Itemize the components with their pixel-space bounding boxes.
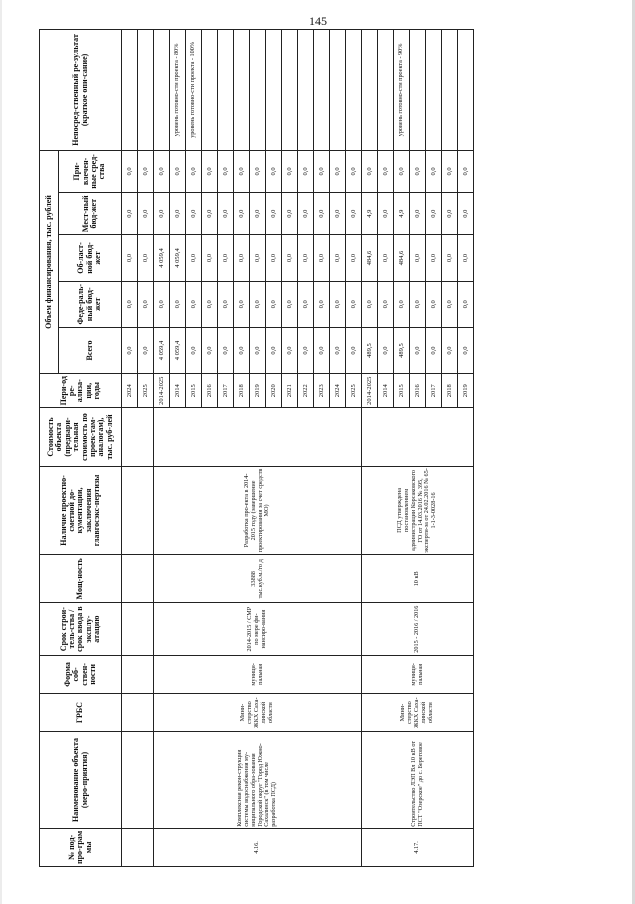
attracted-cell: 0,0 bbox=[250, 150, 266, 192]
local-cell: 0,0 bbox=[170, 193, 186, 235]
result-cell bbox=[410, 30, 426, 151]
object-name-cell: Комплексная рекон-струкция системы водоснабжения му-ниципального обра-зования Городской округ "Город Южно-Сахалинск" (в том числе разработка ПСД) bbox=[154, 732, 362, 829]
federal-cell: 0,0 bbox=[154, 281, 170, 327]
result-cell bbox=[218, 30, 234, 151]
attracted-cell: 0,0 bbox=[442, 150, 458, 192]
result-cell bbox=[154, 30, 170, 151]
header-federal: Феде-раль-ный бюд-жет bbox=[59, 281, 122, 327]
total-cell: 0,0 bbox=[282, 327, 298, 373]
local-cell: 4,9 bbox=[394, 193, 410, 235]
federal-cell: 0,0 bbox=[138, 281, 154, 327]
total-cell: 0,0 bbox=[218, 327, 234, 373]
result-cell bbox=[346, 30, 362, 151]
federal-cell: 0,0 bbox=[186, 281, 202, 327]
federal-cell: 0,0 bbox=[410, 281, 426, 327]
period-cell: 2015 bbox=[186, 374, 202, 408]
object-power-cell: 10 кВ bbox=[362, 555, 474, 603]
attracted-cell: 0,0 bbox=[458, 150, 474, 192]
local-cell: 0,0 bbox=[138, 193, 154, 235]
header-period: Пери-од ре-ализа-ции, годы bbox=[40, 374, 122, 408]
object-grbs-cell: Мини-стерство ЖКХ Саха-линской области bbox=[362, 694, 474, 732]
federal-cell: 0,0 bbox=[170, 281, 186, 327]
total-cell: 0,0 bbox=[314, 327, 330, 373]
object-term-cell: 2014-2015 / СМР по мере фи-нансиро-вания bbox=[154, 603, 362, 655]
object-power-cell bbox=[122, 555, 154, 603]
period-cell: 2016 bbox=[410, 374, 426, 408]
period-cell: 2022 bbox=[298, 374, 314, 408]
object-num-cell: 4.16. bbox=[154, 828, 362, 866]
result-cell bbox=[458, 30, 474, 151]
local-cell: 0,0 bbox=[314, 193, 330, 235]
federal-cell: 0,0 bbox=[122, 281, 138, 327]
local-cell: 0,0 bbox=[122, 193, 138, 235]
period-cell: 2020 bbox=[266, 374, 282, 408]
federal-cell: 0,0 bbox=[378, 281, 394, 327]
attracted-cell: 0,0 bbox=[282, 150, 298, 192]
regional-cell: 4 059,4 bbox=[170, 235, 186, 281]
total-cell: 0,0 bbox=[442, 327, 458, 373]
regional-cell: 0,0 bbox=[122, 235, 138, 281]
object-cost-cell bbox=[362, 408, 474, 466]
period-cell: 2017 bbox=[218, 374, 234, 408]
total-cell: 0,0 bbox=[266, 327, 282, 373]
object-grbs-cell: Мини-стерство ЖКХ Саха-линской области bbox=[154, 694, 362, 732]
scan-edge-left bbox=[0, 0, 2, 904]
regional-cell: 0,0 bbox=[346, 235, 362, 281]
federal-cell: 0,0 bbox=[218, 281, 234, 327]
total-cell: 0,0 bbox=[202, 327, 218, 373]
result-cell: уровень готовно-сти проекта - 90% bbox=[394, 30, 410, 151]
regional-cell: 0,0 bbox=[202, 235, 218, 281]
attracted-cell: 0,0 bbox=[218, 150, 234, 192]
period-cell: 2014-2025 bbox=[362, 374, 378, 408]
result-cell bbox=[442, 30, 458, 151]
attracted-cell: 0,0 bbox=[394, 150, 410, 192]
local-cell: 0,0 bbox=[410, 193, 426, 235]
result-cell bbox=[266, 30, 282, 151]
federal-cell: 0,0 bbox=[346, 281, 362, 327]
federal-cell: 0,0 bbox=[234, 281, 250, 327]
period-cell: 2014 bbox=[378, 374, 394, 408]
period-cell: 2019 bbox=[250, 374, 266, 408]
result-cell bbox=[298, 30, 314, 151]
table-row bbox=[122, 30, 138, 867]
header-psd: Наличие проектно-сметной до-кументации, заключения главгосэкс-пертизы bbox=[40, 466, 122, 555]
funding-table bbox=[39, 29, 474, 867]
regional-cell: 0,0 bbox=[266, 235, 282, 281]
federal-cell: 0,0 bbox=[250, 281, 266, 327]
object-name-cell: Строительство ЛЭП Вл 10 кВ от ПСТ "Озерское" до с. Береговое bbox=[362, 732, 474, 829]
object-psd-cell: Разработка про-екта в 2014-2015 году (завершение проектирования за счет средств МО) bbox=[154, 466, 362, 555]
result-cell bbox=[250, 30, 266, 151]
regional-cell: 4 059,4 bbox=[154, 235, 170, 281]
table-row bbox=[362, 30, 378, 867]
header-name: Наименование объекта (меро-приятия) bbox=[40, 732, 122, 829]
result-cell: уровень готовно-сти проекта - 100% bbox=[186, 30, 202, 151]
period-cell: 2015 bbox=[394, 374, 410, 408]
period-cell: 2024 bbox=[122, 374, 138, 408]
local-cell: 0,0 bbox=[298, 193, 314, 235]
federal-cell: 0,0 bbox=[426, 281, 442, 327]
rotated-table-stage bbox=[39, 29, 591, 867]
local-cell: 0,0 bbox=[234, 193, 250, 235]
header-cost: Стоимость объекта (предвари-тельная стоимость по проек-там-аналогам), тыс. руб-лей bbox=[40, 408, 122, 466]
attracted-cell: 0,0 bbox=[186, 150, 202, 192]
object-term-cell: 2015 - 2016 / 2016 bbox=[362, 603, 474, 655]
period-cell: 2018 bbox=[234, 374, 250, 408]
header-row-top bbox=[40, 30, 59, 867]
result-cell bbox=[282, 30, 298, 151]
local-cell: 0,0 bbox=[426, 193, 442, 235]
total-cell: 0,0 bbox=[330, 327, 346, 373]
attracted-cell: 0,0 bbox=[202, 150, 218, 192]
attracted-cell: 0,0 bbox=[330, 150, 346, 192]
period-cell: 2018 bbox=[442, 374, 458, 408]
local-cell: 0,0 bbox=[330, 193, 346, 235]
object-form-cell bbox=[122, 655, 154, 693]
local-cell: 0,0 bbox=[378, 193, 394, 235]
result-cell bbox=[202, 30, 218, 151]
header-attracted: При-влечен-ные сред-ства bbox=[59, 150, 122, 192]
regional-cell: 0,0 bbox=[298, 235, 314, 281]
object-psd-cell: ПСД утверждена постановлением администрации Корсаковского ГО от 14.03.2016 № 395, эксперти-за от 24.02.2016 № 65-1-1-3-0028-16 bbox=[362, 466, 474, 555]
attracted-cell: 0,0 bbox=[314, 150, 330, 192]
header-num: № под-про-грам мы bbox=[40, 828, 122, 866]
total-cell: 0,0 bbox=[138, 327, 154, 373]
object-cost-cell bbox=[122, 408, 154, 466]
period-cell: 2025 bbox=[138, 374, 154, 408]
object-term-cell bbox=[122, 603, 154, 655]
regional-cell: 0,0 bbox=[250, 235, 266, 281]
attracted-cell: 0,0 bbox=[266, 150, 282, 192]
object-num-cell: 4.17. bbox=[362, 828, 474, 866]
local-cell: 0,0 bbox=[218, 193, 234, 235]
total-cell: 0,0 bbox=[458, 327, 474, 373]
total-cell: 0,0 bbox=[378, 327, 394, 373]
total-cell: 0,0 bbox=[346, 327, 362, 373]
header-total: Всего bbox=[59, 327, 122, 373]
object-cost-cell bbox=[154, 408, 362, 466]
object-psd-cell bbox=[122, 466, 154, 555]
regional-cell: 0,0 bbox=[426, 235, 442, 281]
local-cell: 0,0 bbox=[202, 193, 218, 235]
header-regional: Об-ласт-ной бюд-жет bbox=[59, 235, 122, 281]
local-cell: 0,0 bbox=[186, 193, 202, 235]
object-power-cell: 33888 тыс.куб.м./го д bbox=[154, 555, 362, 603]
regional-cell: 0,0 bbox=[138, 235, 154, 281]
period-cell: 2017 bbox=[426, 374, 442, 408]
object-name-cell bbox=[122, 732, 154, 829]
total-cell: 0,0 bbox=[250, 327, 266, 373]
federal-cell: 0,0 bbox=[394, 281, 410, 327]
federal-cell: 0,0 bbox=[266, 281, 282, 327]
result-cell bbox=[314, 30, 330, 151]
period-cell: 2019 bbox=[458, 374, 474, 408]
result-cell bbox=[362, 30, 378, 151]
local-cell: 0,0 bbox=[442, 193, 458, 235]
header-power: Мощ-ность bbox=[40, 555, 122, 603]
federal-cell: 0,0 bbox=[362, 281, 378, 327]
local-cell: 0,0 bbox=[282, 193, 298, 235]
local-cell: 0,0 bbox=[154, 193, 170, 235]
regional-cell: 484,6 bbox=[394, 235, 410, 281]
result-cell bbox=[378, 30, 394, 151]
result-cell bbox=[138, 30, 154, 151]
page-number: 145 bbox=[309, 14, 327, 28]
attracted-cell: 0,0 bbox=[122, 150, 138, 192]
regional-cell: 484,6 bbox=[362, 235, 378, 281]
regional-cell: 0,0 bbox=[410, 235, 426, 281]
result-cell bbox=[122, 30, 138, 151]
attracted-cell: 0,0 bbox=[138, 150, 154, 192]
attracted-cell: 0,0 bbox=[234, 150, 250, 192]
federal-cell: 0,0 bbox=[282, 281, 298, 327]
table-body bbox=[122, 30, 474, 867]
local-cell: 0,0 bbox=[346, 193, 362, 235]
regional-cell: 0,0 bbox=[282, 235, 298, 281]
total-cell: 0,0 bbox=[426, 327, 442, 373]
regional-cell: 0,0 bbox=[234, 235, 250, 281]
attracted-cell: 0,0 bbox=[410, 150, 426, 192]
regional-cell: 0,0 bbox=[314, 235, 330, 281]
period-cell: 2021 bbox=[282, 374, 298, 408]
regional-cell: 0,0 bbox=[218, 235, 234, 281]
attracted-cell: 0,0 bbox=[154, 150, 170, 192]
object-num-cell bbox=[122, 828, 154, 866]
header-local: Мест-ный бюд-жет bbox=[59, 193, 122, 235]
total-cell: 4 059,4 bbox=[154, 327, 170, 373]
period-cell: 2014 bbox=[170, 374, 186, 408]
period-cell: 2023 bbox=[314, 374, 330, 408]
regional-cell: 0,0 bbox=[458, 235, 474, 281]
total-cell: 489,5 bbox=[362, 327, 378, 373]
local-cell: 0,0 bbox=[250, 193, 266, 235]
total-cell: 0,0 bbox=[186, 327, 202, 373]
total-cell: 489,5 bbox=[394, 327, 410, 373]
federal-cell: 0,0 bbox=[330, 281, 346, 327]
attracted-cell: 0,0 bbox=[298, 150, 314, 192]
local-cell: 0,0 bbox=[266, 193, 282, 235]
table-row bbox=[154, 30, 170, 867]
header-form: Форма соб-ствен-ности bbox=[40, 655, 122, 693]
regional-cell: 0,0 bbox=[330, 235, 346, 281]
total-cell: 0,0 bbox=[298, 327, 314, 373]
regional-cell: 0,0 bbox=[186, 235, 202, 281]
attracted-cell: 0,0 bbox=[170, 150, 186, 192]
result-cell: уровень готовно-сти проекта - 80% bbox=[170, 30, 186, 151]
federal-cell: 0,0 bbox=[298, 281, 314, 327]
header-funding: Объем финансирования, тыс. рублей bbox=[40, 150, 59, 373]
period-cell: 2024 bbox=[330, 374, 346, 408]
period-cell: 2025 bbox=[346, 374, 362, 408]
header-term: Срок строи-тель-ства / срок ввода в эксплу-атацию bbox=[40, 603, 122, 655]
total-cell: 0,0 bbox=[122, 327, 138, 373]
regional-cell: 0,0 bbox=[378, 235, 394, 281]
federal-cell: 0,0 bbox=[314, 281, 330, 327]
header-result: Непосред-ственный ре-зультат (краткое опи-сание) bbox=[40, 30, 122, 151]
total-cell: 0,0 bbox=[410, 327, 426, 373]
federal-cell: 0,0 bbox=[442, 281, 458, 327]
object-form-cell: муници-пальная bbox=[154, 655, 362, 693]
attracted-cell: 0,0 bbox=[346, 150, 362, 192]
local-cell: 4,9 bbox=[362, 193, 378, 235]
attracted-cell: 0,0 bbox=[426, 150, 442, 192]
object-form-cell: муници-пальная bbox=[362, 655, 474, 693]
period-cell: 2016 bbox=[202, 374, 218, 408]
attracted-cell: 0,0 bbox=[362, 150, 378, 192]
result-cell bbox=[234, 30, 250, 151]
attracted-cell: 0,0 bbox=[378, 150, 394, 192]
object-grbs-cell bbox=[122, 694, 154, 732]
result-cell bbox=[330, 30, 346, 151]
federal-cell: 0,0 bbox=[458, 281, 474, 327]
header-grbs: ГРБС bbox=[40, 694, 122, 732]
total-cell: 4 059,4 bbox=[170, 327, 186, 373]
federal-cell: 0,0 bbox=[202, 281, 218, 327]
period-cell: 2014-2025 bbox=[154, 374, 170, 408]
result-cell bbox=[426, 30, 442, 151]
regional-cell: 0,0 bbox=[442, 235, 458, 281]
total-cell: 0,0 bbox=[234, 327, 250, 373]
local-cell: 0,0 bbox=[458, 193, 474, 235]
